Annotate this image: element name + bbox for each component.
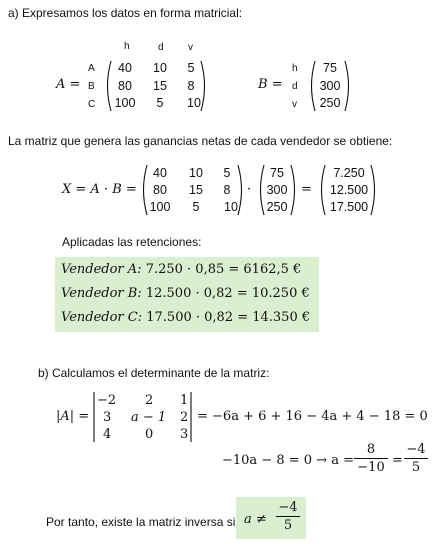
det-cell: 3 [180,427,189,442]
det-cell: 2 [180,410,189,425]
matrix-a-cell: 15 [153,79,167,93]
result-cell: 12.500 [329,183,369,197]
equals-sign: = [392,453,403,468]
det-cell: −2 [97,393,117,408]
retention-box [55,257,319,332]
result-left-paren [318,164,326,216]
det-cell: 0 [145,427,154,442]
retention-expr: 7.250 · 0,85 = 6162,5 € [145,262,302,277]
product-b-cell: 250 [266,200,288,214]
solve-line-lhs: −10a − 8 = 0 → a = [222,453,354,468]
row-label-b: B [88,81,95,92]
retention-line-b [61,286,310,301]
det-cell: 4 [103,427,112,442]
fraction-numerator: −4 [278,500,298,515]
condition-box [236,497,306,539]
det-cell: 1 [180,393,189,408]
row-label-v: v [292,99,297,110]
product-b-cell: 75 [270,166,284,180]
part-b-intro: b) Calculamos el determinante de la matriz: [38,366,270,380]
matrix-a-cell: 40 [118,61,132,75]
fraction-bar [404,458,428,459]
retention-label: Vendedor C: [61,310,143,325]
matrix-a-cell: 100 [114,96,136,110]
fraction-bar [354,458,388,459]
product-a-cell: 80 [153,183,167,197]
matrix-b-right-paren [344,60,352,112]
retention-title: Aplicadas las retenciones: [62,235,202,249]
fraction-numerator: 8 [366,442,376,457]
row-label-d: d [292,81,298,92]
det-cell: 3 [103,410,112,425]
determinant-rhs: = −6a + 6 + 16 − 4a + 4 − 18 = 0 [197,409,428,424]
determinant-lhs: |A| = [56,409,90,424]
result-cell: 17.500 [329,200,369,214]
conclusion-text: Por tanto, existe la matriz inversa si [46,515,236,529]
matrix-a-cell: 8 [187,79,195,93]
matrix-a-cell: 80 [118,79,132,93]
matrix-a-cell: 10 [153,61,167,75]
condition-lhs: a ≠ [244,512,267,527]
fraction-8-over-neg10 [354,442,388,475]
product-a-cell: 40 [153,166,167,180]
product-a-cell: 10 [224,200,238,214]
retention-line-c [61,310,310,325]
dot-operator: · [247,182,252,197]
matrix-a-cell: 5 [156,96,164,110]
matrix-b-name: B = [258,77,283,92]
equals-sign: = [301,182,312,197]
retention-label: Vendedor B: [61,286,142,301]
det-right-bar [190,392,192,442]
product-a-cell: 15 [189,183,203,197]
matrix-b-left-paren [308,60,316,112]
retention-line-a [61,262,301,277]
matrix-a-left-paren [104,60,112,112]
part-a-intro: a) Expresamos los datos en forma matricial: [8,6,243,20]
product-a-cell: 8 [223,183,231,197]
fraction-denominator: 5 [411,460,421,475]
product-sentence: La matriz que genera las ganancias netas de cada vendedor se obtiene: [8,134,393,148]
product-a-cell: 5 [192,200,200,214]
matrix-b-cell: 300 [319,79,341,93]
product-lhs: X = A · B = [62,182,137,197]
result-cell: 7.250 [333,166,365,180]
fraction-bar [276,516,300,517]
row-label-a: A [88,63,95,74]
row-label-h: h [292,63,298,74]
matrix-b-cell: 75 [323,61,337,75]
product-a-cell: 5 [223,166,231,180]
condition-fraction [276,500,300,533]
det-left-bar [93,392,95,442]
product-a-cell: 10 [189,166,203,180]
matrix-a-cell: 5 [187,61,195,75]
col-header-h: h [124,41,130,52]
fraction-neg4-over-5 [404,442,428,475]
fraction-denominator: −10 [357,460,385,475]
col-header-v: v [188,42,193,53]
product-b-cell: 300 [266,183,288,197]
matrix-a-cell: 10 [187,96,201,110]
matrix-b-cell: 250 [319,96,341,110]
fraction-numerator: −4 [406,442,426,457]
retention-label: Vendedor A: [61,262,142,277]
matrix-a-name: A = [56,77,81,92]
row-label-c: C [88,99,96,110]
col-header-d: d [158,42,164,53]
product-a-cell: 100 [149,200,171,214]
det-cell: 2 [145,393,154,408]
det-cell: a − 1 [131,410,167,425]
retention-expr: 12.500 · 0,82 = 10.250 € [145,286,310,301]
fraction-denominator: 5 [283,518,293,533]
retention-expr: 17.500 · 0,82 = 14.350 € [146,310,311,325]
product-b-right-paren [290,164,298,216]
